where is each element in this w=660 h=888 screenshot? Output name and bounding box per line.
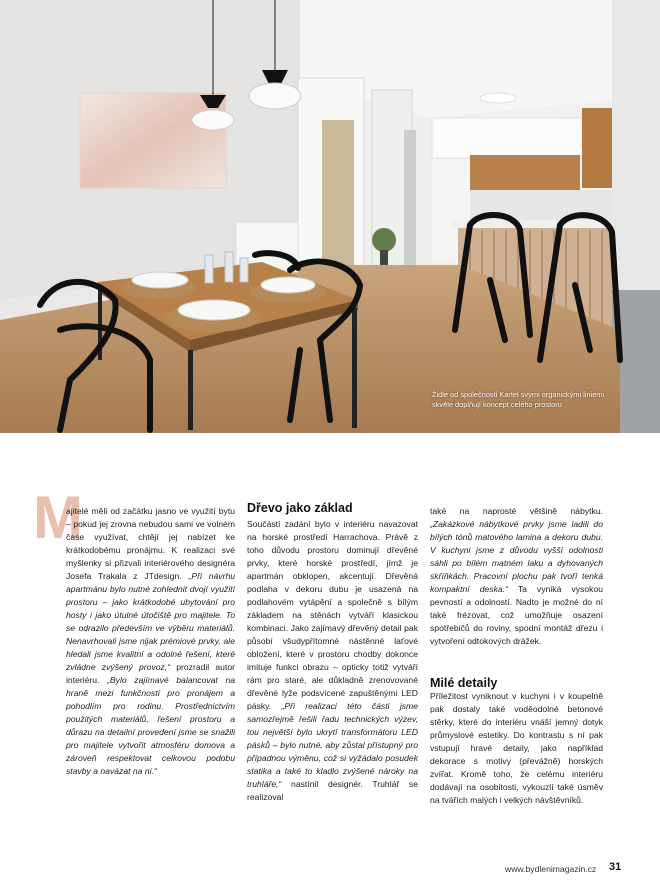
text-run: Příležitost vyniknout v kuchyni i v koupelně pak dostaly také voděodolné betonové stěrky, které do interiéru vnáší jemný dotyk průmyslové estetiky. Do kontrastu s ní pak vstupují hravé detaily, jako například dekorace s motivy (převážně) horských zvířat. xyxy=(430,691,603,779)
text-run: ajitelé měli od začátku jasno ve využití bytu – pokud jej zrovna nebudou sami ve volném čase využívat, chtějí jej nabízet ke krátkodobému pronájmu. K realizaci své myšlenky si přizvali interiérového designéra Josefa Trakala z JTdesign. xyxy=(66,506,235,581)
text-run: prozradil autor interiéru. xyxy=(66,662,235,685)
interior-photo xyxy=(0,0,660,433)
drop-cap: M xyxy=(33,484,83,551)
magazine-url: www.bydlenimagazin.cz xyxy=(505,864,597,874)
section-heading-details: Milé detaily xyxy=(430,676,498,690)
paragraph xyxy=(430,690,603,807)
quote: „Při návrhu apartmánu bylo nutné zohlednit dvojí využití prostoru – jako krátkodobé ubytování pro hosty i jako útulné útočiště pro majitele. To se odrazilo především ve výběru materiálů. Nenavrhovali jsme nijak prémiové prvky, ale hledali jsme kvalitní a odolné řešení, které zvládne zvýšený provoz,“ xyxy=(66,571,236,672)
article-column-2 xyxy=(247,518,418,804)
article-column-3-bottom xyxy=(430,690,603,807)
paragraph xyxy=(247,518,418,804)
article-column-3 xyxy=(430,505,603,648)
paragraph xyxy=(430,505,603,648)
text-run: Ta vyniká vysokou pevností a odolností. Nadto je možné do ní také frézovat, což umožňuje osazení spotřebičů do roviny, spodní montáž dřezu i vytvoření odtokových drážek. xyxy=(430,584,603,646)
quote: „Při realizaci této části jsme samozřejmě řešili řadu technických výzev, tou největší bylo ukrytí transformátoru LED pásků – bylo nutné, aby zůstal přístupný pro případnou výměnu, což si vyžádalo posudek statika a také to kladlo zvýšené nároky na truhláře,“ xyxy=(247,701,418,789)
section-heading-wood: Dřevo jako základ xyxy=(247,501,353,515)
text-run: také na naprosté většině nábytku. xyxy=(430,506,603,516)
photo-caption: Židle od společnosti Kartel svými organickými liniemi skvěle doplňují koncept celého prostoru xyxy=(432,390,605,409)
paragraph xyxy=(66,505,235,778)
page-number: 31 xyxy=(609,861,622,873)
text-run: Kromě toho, že celému interiéru dodávají na osobitosti, vykouzlí také úsměv na tvářích malých i velkých návštěvníků. xyxy=(430,769,603,805)
text-run: Součástí zadání bylo v interiéru navazovat na horské prostředí Harrachova. Právě z toho důvodu prostoru dominují dřevěné prvky, které horské prostředí, jímž je apartmán obklopen, akcentují. Dřevěná podlaha v dekoru dubu je usazená na podlahovém vytápění a společně s bílým základem na stěnách vytváří klasickou kombinaci. Jako zajímavý dřevěný detail pak působí všudypřítomné nástěnné laťové obložení, které v prostoru chodby dokonce imituje funkci obrazu – opticky totiž vytváří rám pro staré, ale důkladně zrenovované dřevěné lyže podsvícené zapuštěnými LED pásky. xyxy=(247,519,418,711)
text-run: nastínil designér. Truhlář se realizoval xyxy=(247,779,418,802)
apartment-interior-illustration xyxy=(0,0,660,433)
quote: „Bylo zajímavé balancovat na hraně mezi funkčností pro pronájem a pohodlím pro rodinu. Prostřednictvím použitých materiálů, řešení prostoru a důrazu na detailní provedení jsme se snažili pro majitele vytvořit atmosféru domova a zároveň respektovat celkovou podobu stavby a navázat na ni.“ xyxy=(66,675,235,776)
article-column-1 xyxy=(66,505,235,778)
quote: „Zakázkové nábytkové prvky jsme ladili do bílých tónů matového lamina a dekoru dubu. V kuchyni jsme z důvodu vyšší odolnosti sáhli po bílém matném laku a dyhovaných skříňkách. Pracovní plochu pak tvoří tenká kompaktní deska.“ xyxy=(430,519,603,594)
